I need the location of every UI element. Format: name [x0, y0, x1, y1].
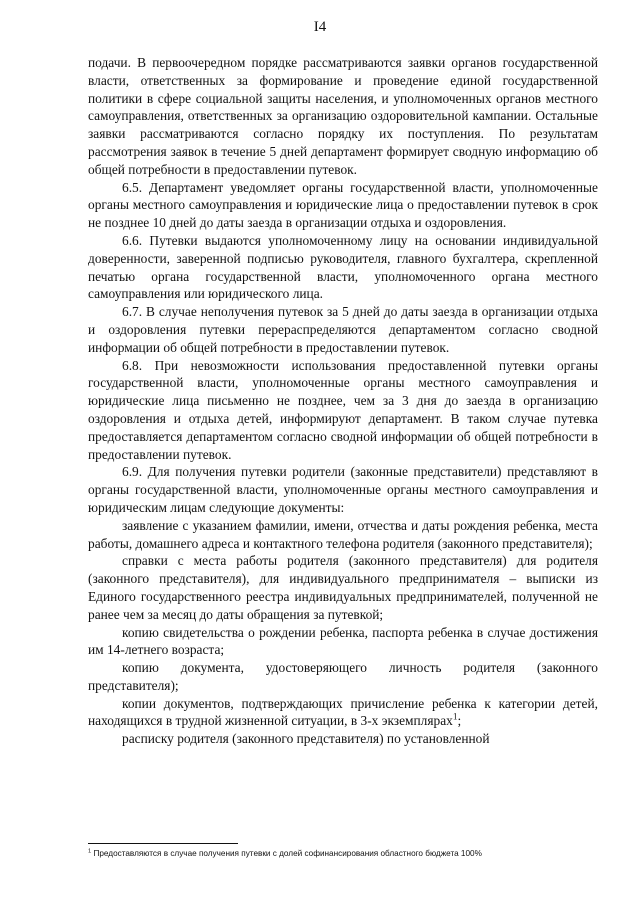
body-text — [88, 54, 598, 748]
footnote-text: Предоставляются в случае получения путевки с долей софинансирования областного бюджета 100% — [91, 849, 482, 858]
paragraph-6-7: 6.7. В случае неполучения путевок за 5 дней до даты заезда в организации отдыха и оздоровления путевки перераспределяются департаментом согласно сводной информации об общей потребности в предоставлении путевок. — [88, 304, 598, 355]
footnote-marker: 1 — [88, 848, 92, 855]
page-number: I4 — [313, 19, 327, 35]
list-item-hardship-text: копии документов, подтверждающих причисление ребенка к категории детей, находящихся в трудной жизненной ситуации, в 3-х экземплярах — [88, 695, 598, 729]
list-item-application: заявление с указанием фамилии, имени, отчества и даты рождения ребенка, места работы, домашнего адреса и контактного телефона родителя (законного представителя); — [88, 517, 598, 551]
footnote-reference: 1 — [452, 713, 458, 724]
paragraph-6-9: 6.9. Для получения путевки родители (законные представители) представляют в органы государственной власти, уполномоченные органы местного самоуправления и юридическим лицам следующие документы: — [88, 464, 598, 515]
list-item-work-certificate: справки с места работы родителя (законного представителя) для родителя (законного представителя), для индивидуального предпринимателя – выписки из Единого государственного реестра индивидуальных предпринимателей, полученной не ранее чем за месяц до даты обращения за путевкой; — [88, 553, 598, 622]
paragraph-6-5: 6.5. Департамент уведомляет органы государственной власти, уполномоченные органы местного самоуправления и юридические лица о предоставлении путевок в срок не позднее 10 дней до даты заезда в организации отдыха и оздоровления. — [88, 179, 598, 231]
list-item-parent-receipt: расписку родителя (законного представителя) по установленной — [122, 731, 490, 747]
paragraph-continuation: подачи. В первоочередном порядке рассматриваются заявки органов государственной власти, ответственных за формирование и проведение единой государственной политики в сфере социальной защиты населения, и уполномоченных органов местного самоуправления, ответственных за организацию оздоровительной кампании. Остальные заявки рассматриваются согласно порядку их поступления. По результатам рассмотрения заявок в течение 5 дней департамент формирует сводную информацию об общей потребности в предоставлении путевок. — [88, 55, 598, 177]
paragraph-6-6: 6.6. Путевки выдаются уполномоченному лицу на основании индивидуальной доверенности, заверенной подписью руководителя, главного бухгалтера, скрепленной печатью органа государственной власти, уполномоченного органа местного самоуправления или юридического лица. — [88, 232, 598, 302]
list-item-birth-certificate: копию свидетельства о рождении ребенка, паспорта ребенка в случае достижения им 14-летнего возраста; — [88, 624, 598, 658]
list-item-identity-document: копию документа, удостоверяющего личность родителя (законного представителя); — [88, 660, 598, 693]
footnote-divider — [88, 843, 238, 844]
list-item-hardship-documents — [88, 695, 598, 731]
footnote — [88, 848, 598, 859]
list-item-hardship-tail: ; — [457, 713, 462, 729]
paragraph-6-8: 6.8. При невозможности использования предоставленной путевки органы государственной власти, уполномоченные органы местного самоуправления и юридические лица письменно не позднее, чем за 3 дня до заезда в организацию оздоровления и отдыха детей, информируют департамент. В таком случае путевка предоставляется департаментом согласно сводной информации об общей потребности в предоставлении путевок. — [88, 357, 598, 462]
